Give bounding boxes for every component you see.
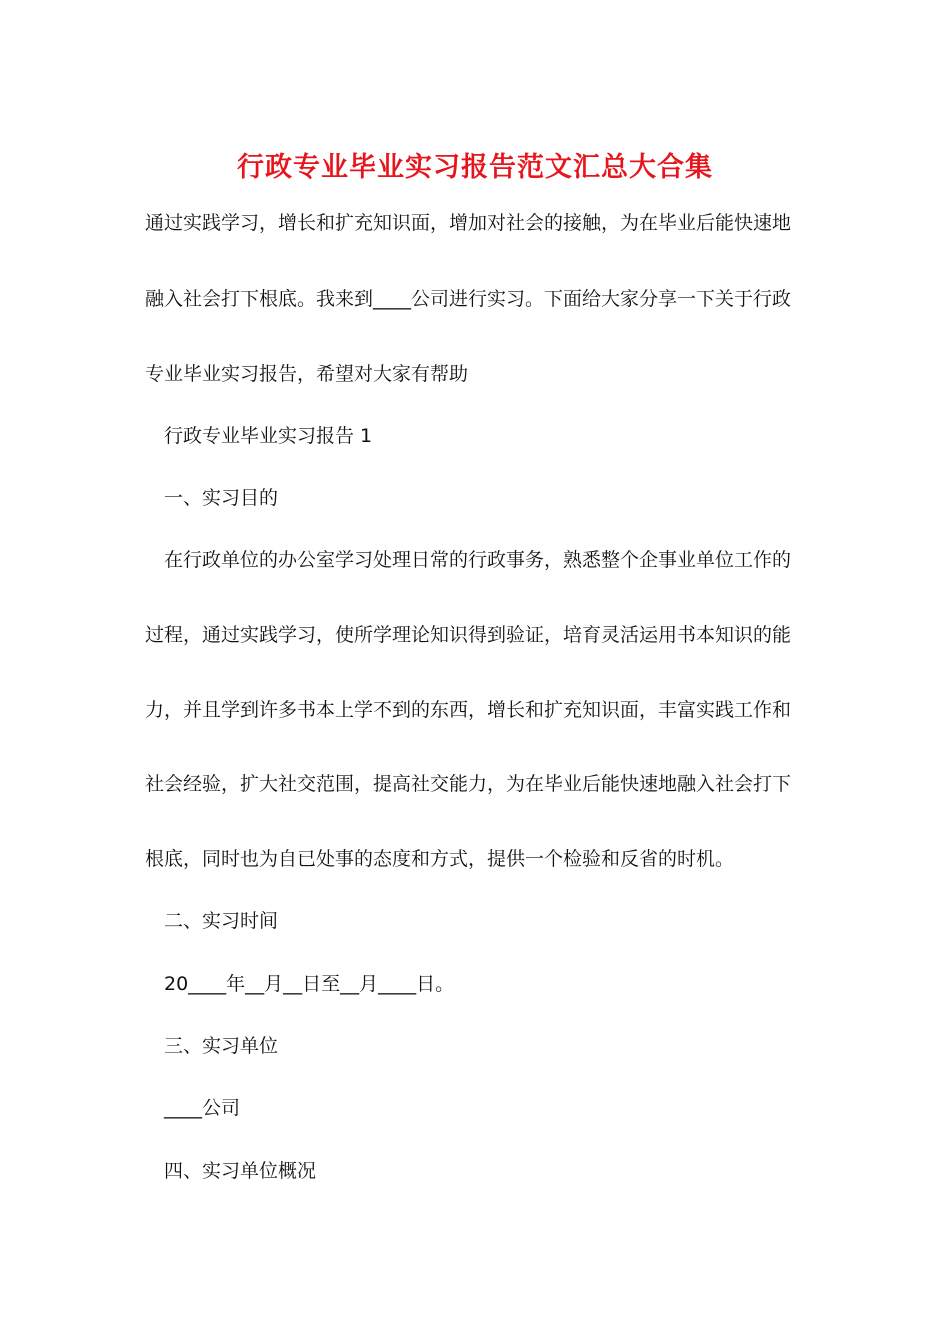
section-heading-unit: 三、实习单位 <box>164 1035 279 1057</box>
purpose-line-4: 社会经验，扩大社交范围，提高社交能力，为在毕业后能快速地融入社会打下 <box>145 773 792 795</box>
section-heading-overview: 四、实习单位概况 <box>164 1160 317 1182</box>
section-heading-purpose: 一、实习目的 <box>164 487 279 509</box>
report-heading: 行政专业毕业实习报告 1 <box>164 425 373 447</box>
intro-line-1: 通过实践学习，增长和扩充知识面，增加对社会的接触，为在毕业后能快速地 <box>145 212 792 234</box>
internship-company: ____公司 <box>164 1097 241 1119</box>
section-heading-time: 二、实习时间 <box>164 910 279 932</box>
purpose-line-3: 力，并且学到许多书本上学不到的东西，增长和扩充知识面，丰富实践工作和 <box>145 699 792 721</box>
internship-date-line: 20____年__月__日至__月____日。 <box>164 973 455 995</box>
purpose-line-5: 根底，同时也为自已处事的态度和方式，提供一个检验和反省的时机。 <box>145 848 735 870</box>
intro-line-3: 专业毕业实习报告，希望对大家有帮助 <box>145 363 469 385</box>
intro-line-2: 融入社会打下根底。我来到____公司进行实习。下面给大家分享一下关于行政 <box>145 288 792 310</box>
purpose-line-1: 在行政单位的办公室学习处理日常的行政事务，熟悉整个企事业单位工作的 <box>164 549 792 571</box>
document-title: 行政专业毕业实习报告范文汇总大合集 <box>237 152 713 183</box>
purpose-line-2: 过程，通过实践学习，使所学理论知识得到验证，培育灵活运用书本知识的能 <box>145 624 792 646</box>
